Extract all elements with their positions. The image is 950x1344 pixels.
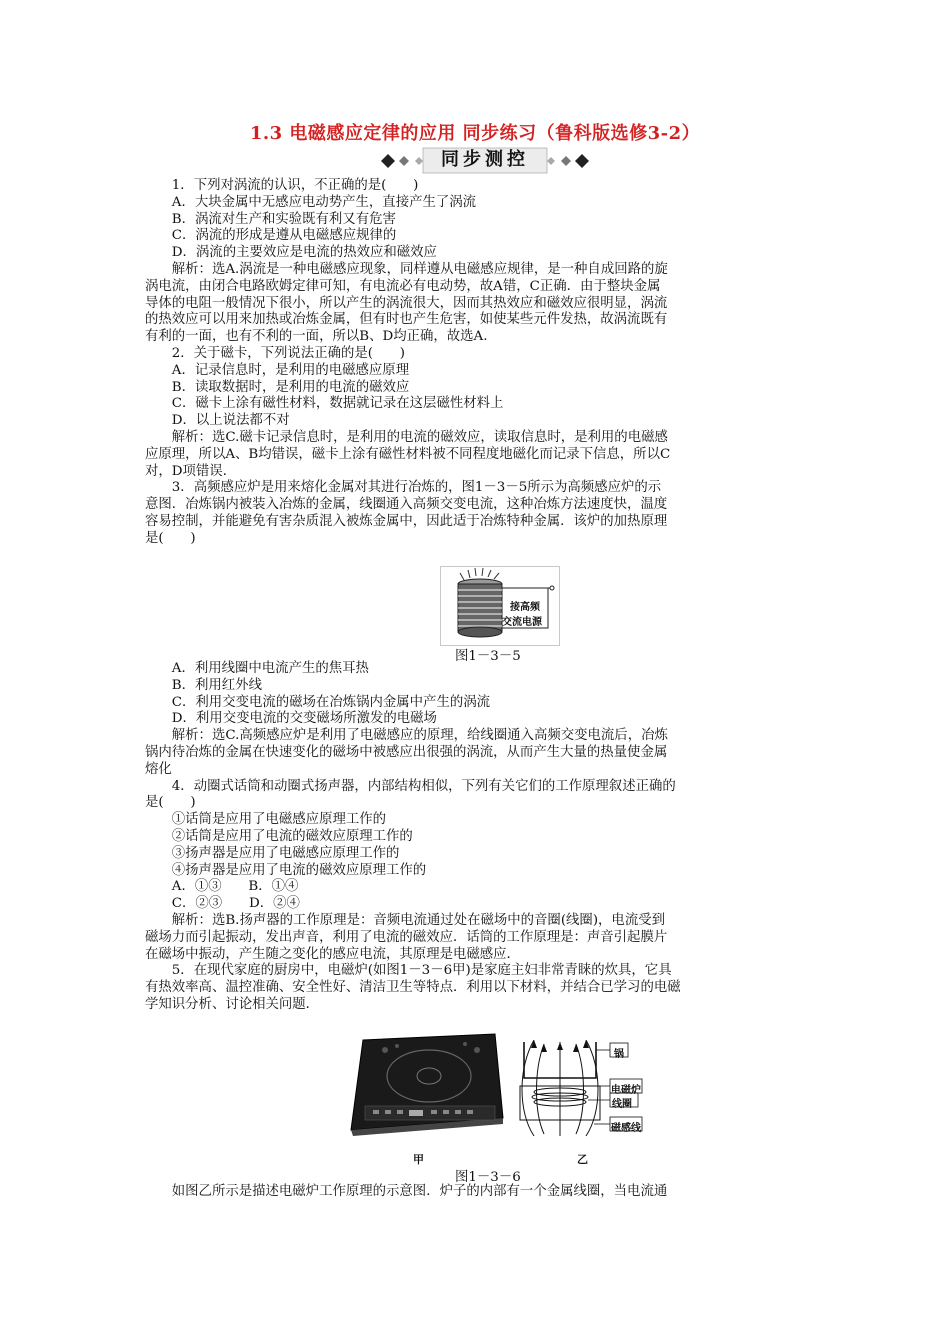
figure2-label-field-lines: 磁感线 <box>611 1123 641 1134</box>
text-line: ①话筒是应用了电磁感应原理工作的 <box>145 812 387 828</box>
text-line: ④扬声器是应用了电流的磁效应原理工作的 <box>145 862 427 878</box>
text-line: B．读取数据时，是利用的电流的磁效应 <box>145 379 410 395</box>
text-line: 导体的电阻一般情况下很小，所以产生的涡流很大，因而其热效应和磁效应很明显，涡流 <box>145 295 668 311</box>
text-line: B．利用红外线 <box>145 677 262 693</box>
section-banner <box>375 147 595 175</box>
text-line: C．②③ D．②④ <box>145 896 300 912</box>
text-line: D．涡流的主要效应是电流的热效应和磁效应 <box>145 245 437 261</box>
text-line: 1．下列对涡流的认识，不正确的是( ) <box>145 178 419 193</box>
text-line: 涡电流，由闭合电路欧姆定律可知，有电流必有电动势，故A错，C正确．由于整块金属 <box>145 278 661 294</box>
figure-induction-cooker-diagram <box>512 1040 692 1140</box>
figure-induction-cooker-photo <box>345 1030 505 1138</box>
text-line: 应原理，所以A、B均错误，磁卡上涂有磁性材料被不同程度地磁化而记录下信息，所以C <box>145 446 671 462</box>
text-line: 解析：选C.磁卡记录信息时，是利用的电流的磁效应，读取信息时，是利用的电磁感 <box>145 429 668 445</box>
text-line: 熔化 <box>145 761 172 777</box>
text-line: A．记录信息时，是利用的电磁感应原理 <box>145 362 410 378</box>
text-line: 5．在现代家庭的厨房中，电磁炉(如图1－3－6甲)是家庭主妇非常青睐的炊具，它具 <box>145 963 672 979</box>
figure1-label-2: 交流电源 <box>502 617 542 628</box>
text-line: ③扬声器是应用了电磁感应原理工作的 <box>145 845 400 861</box>
figure2-right-label: 乙 <box>577 1153 588 1166</box>
text-line: A．利用线圈中电流产生的焦耳热 <box>145 661 369 676</box>
banner-label: 同步测控 <box>441 149 529 170</box>
figure2-caption: 图1－3－6 <box>455 1170 521 1185</box>
text-line: 是( ) <box>145 530 196 546</box>
figure2-label-pot: 锅 <box>614 1049 624 1060</box>
text-line: C．涡流的形成是遵从电磁感应规律的 <box>145 228 397 244</box>
text-last-line: 如图乙所示是描述电磁炉工作原理的示意图．炉子的内部有一个金属线圈，当电流通 <box>145 1184 668 1199</box>
text-line: B．涡流对生产和实验既有利又有危害 <box>145 211 396 227</box>
figure1-caption: 图1－3－5 <box>455 649 521 664</box>
text-line: 解析：选A.涡流是一种电磁感应现象，同样遵从电磁感应规律，是一种自成回路的旋 <box>145 261 668 277</box>
text-line: 学知识分析、讨论相关问题． <box>145 996 320 1012</box>
text-line: 的热效应可以用来加热或冶炼金属，但有时也产生危害，如使某些元件发热，故涡流既有 <box>145 312 668 328</box>
text-line: C．磁卡上涂有磁性材料，数据就记录在这层磁性材料上 <box>145 396 504 412</box>
text-line: 容易控制，并能避免有害杂质混入被炼金属中，因此适于冶炼特种金属．该炉的加热原理 <box>145 513 668 529</box>
text-line: ②话筒是应用了电流的磁效应原理工作的 <box>145 828 413 844</box>
text-line: 有热效率高、温控准确、安全性好、清洁卫生等特点．利用以下材料，并结合已学习的电磁 <box>145 980 681 996</box>
text-line: 对，D项错误． <box>145 463 237 479</box>
text-line: A．①③ B．①④ <box>145 879 299 895</box>
text-line: 3．高频感应炉是用来熔化金属对其进行冶炼的，图1－3－5所示为高频感应炉的示 <box>145 480 662 496</box>
text-line: 意图．冶炼锅内被装入冶炼的金属，线圈通入高频交变电流，这种冶炼方法速度快，温度 <box>145 497 668 513</box>
text-line: 有利的一面，也有不利的一面，所以B、D均正确，故选A. <box>145 329 488 345</box>
figure-induction-furnace <box>440 566 560 646</box>
document-title: 1.3 电磁感应定律的应用 同步练习（鲁科版选修3-2） <box>249 123 701 144</box>
text-block-2 <box>145 661 811 1014</box>
text-block-1 <box>145 178 811 548</box>
text-line: 2．关于磁卡，下列说法正确的是( ) <box>145 345 405 361</box>
text-line: A．大块金属中无感应电动势产生，直接产生了涡流 <box>145 194 477 210</box>
figure2-label-coil: 线圈 <box>612 1099 632 1110</box>
text-line: 4．动圈式话筒和动圈式扬声器，内部结构相似，下列有关它们的工作原理叙述正确的 <box>145 778 676 794</box>
text-line: 解析：选C.高频感应炉是利用了电磁感应的原理，给线圈通入高频交变电流后，冶炼 <box>145 728 668 744</box>
text-line: D．以上说法都不对 <box>145 413 290 429</box>
text-line: 磁场力而引起振动，发出声音，利用了电流的磁效应．话筒的工作原理是：声音引起膜片 <box>145 929 668 945</box>
text-line: 锅内待冶炼的金属在快速变化的磁场中被感应出很强的涡流，从而产生大量的热量使金属 <box>145 744 668 760</box>
text-line: D．利用交变电流的交变磁场所激发的电磁场 <box>145 711 437 727</box>
figure2-left-label: 甲 <box>413 1153 424 1166</box>
text-line: C．利用交变电流的磁场在冶炼锅内金属中产生的涡流 <box>145 694 491 710</box>
text-line: 是( ) <box>145 795 196 811</box>
text-line: 在磁场中振动，产生随之变化的感应电流，其原理是电磁感应． <box>145 946 520 962</box>
figure2-label-stove: 电磁炉 <box>611 1085 641 1096</box>
text-line: 解析：选B.扬声器的工作原理是：音频电流通过处在磁场中的音圈(线圈)，电流受到 <box>145 912 665 928</box>
figure1-label-1: 接高频 <box>510 602 540 613</box>
